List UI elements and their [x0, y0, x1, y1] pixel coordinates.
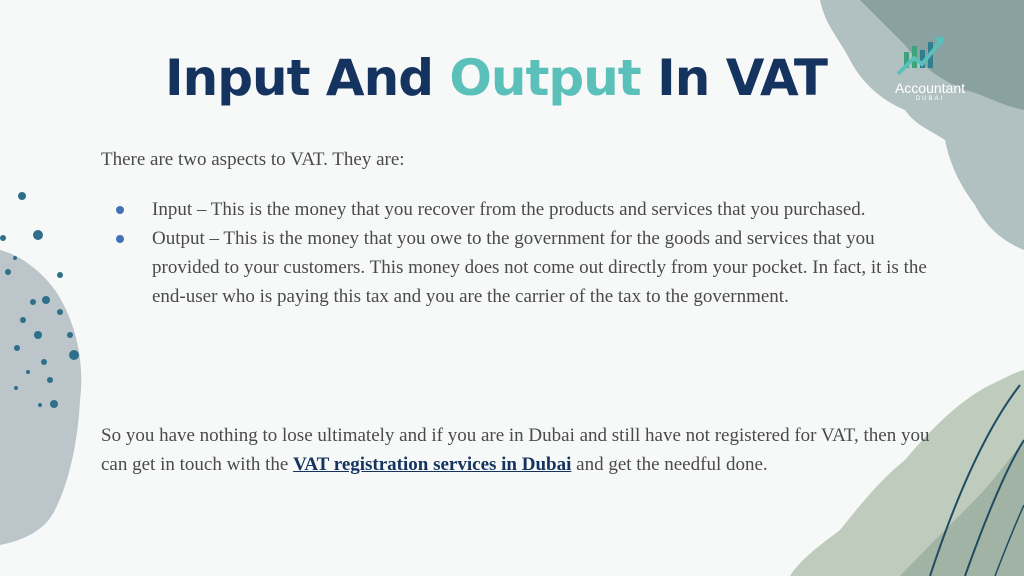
logo-subtitle: DUBAI — [915, 96, 945, 102]
bullet-text: Input – This is the money that you recover from the products and services that you purchased. — [152, 199, 866, 220]
title-accent: Output — [449, 49, 641, 107]
vat-registration-link[interactable]: VAT registration services in Dubai — [293, 454, 572, 475]
title-part-2: In VAT — [640, 49, 827, 107]
bullet-item-input — [112, 195, 932, 224]
bullet-item-output — [112, 224, 932, 311]
page-title — [0, 48, 992, 108]
bullet-dot-icon — [116, 235, 124, 243]
closing-paragraph — [101, 421, 941, 479]
logo-name: Accountant — [894, 80, 966, 96]
left-watercolor-blot — [0, 250, 81, 545]
closing-text-after: and get the needful done. — [571, 454, 768, 475]
bullet-dot-icon — [116, 206, 124, 214]
intro-text: There are two aspects to VAT. They are: — [101, 149, 405, 170]
closing-text-before: So you have nothing to lose ultimately and if you are in Dubai and still have not registered for VAT, then you can get in touch with the — [101, 425, 930, 475]
bullet-text: Output – This is the money that you owe to the government for the goods and services that you provided to your customers. This money does not come out directly from your pocket. In fact, it is the end-user who is paying this tax and you are the carrier of the tax to the government. — [152, 228, 927, 307]
bullet-list — [112, 195, 932, 311]
title-part-1: Input And — [165, 49, 450, 107]
